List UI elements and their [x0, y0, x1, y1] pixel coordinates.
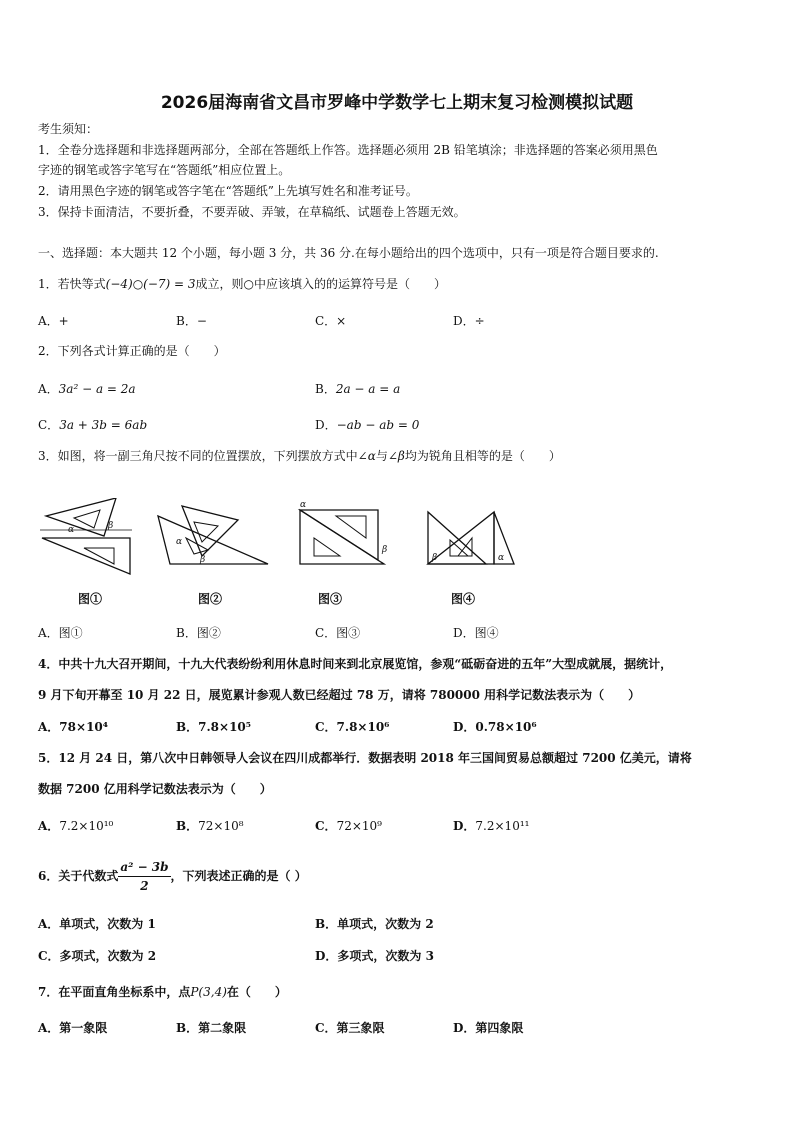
triangle-figures: [38, 498, 568, 613]
q2-option-b[interactable]: [315, 381, 400, 397]
q6-fraction: [118, 858, 170, 895]
question-4-line-1: 4．中共十九大召开期间，十九大代表纷纷利用休息时间来到北京展览馆，参观“砥砺奋进的五年”大型成就展，据统计，: [38, 657, 673, 671]
svg-text:β: β: [108, 521, 114, 531]
q2-option-a-expr: 3a² − a = 2a: [58, 382, 136, 396]
q4-option-d[interactable]: D．0.78×10⁶: [453, 720, 537, 734]
q4-option-c[interactable]: C．7.8×10⁶: [315, 720, 390, 734]
q6-pre: 6．关于代数式: [38, 869, 119, 883]
q2-option-b-expr: 2a − a = a: [335, 382, 401, 396]
figure-1-caption: 图①: [78, 592, 103, 606]
q2-option-c[interactable]: [38, 417, 147, 433]
q6-option-d[interactable]: D．多项式，次数为 3: [315, 949, 434, 963]
q7-option-c[interactable]: C．第三象限: [315, 1021, 385, 1035]
question-3: [38, 448, 561, 464]
figure-2-diagram: [156, 498, 274, 578]
svg-text:β: β: [432, 553, 438, 563]
figure-4-diagram: [424, 498, 524, 578]
q6-post: ，下列表述正确的是（ ）: [170, 869, 307, 883]
question-7: [38, 984, 287, 1000]
q5-option-c-expr: 72×10⁹: [336, 819, 382, 833]
q2-option-d-expr: −ab − ab = 0: [336, 418, 420, 432]
figure-2-caption: 图②: [198, 592, 223, 606]
q3-beta: ∠β: [387, 449, 405, 463]
q3-pre: 3．如图，将一副三角尺按不同的位置摆放，下列摆放方式中: [38, 449, 358, 463]
q1-option-b[interactable]: B．−: [176, 314, 207, 328]
question-6: [38, 858, 307, 895]
q2-option-a-letter: A．: [38, 382, 59, 396]
page-title: 2026届海南省文昌市罗峰中学数学七上期末复习检测模拟试题: [160, 93, 634, 113]
q5-option-d-letter: D．: [453, 819, 476, 833]
q1-option-d[interactable]: D．÷: [453, 314, 485, 328]
q6-fraction-denominator: 2: [140, 879, 149, 893]
q5-option-c-letter: C．: [315, 819, 337, 833]
q1-option-a[interactable]: A．+: [38, 314, 69, 328]
q5-option-c[interactable]: [315, 818, 382, 834]
notice-line-4: 3．保持卡面清洁，不要折叠，不要弄破、弄皱，在草稿纸、试题卷上答题无效。: [38, 205, 466, 219]
q7-expr: P(3,4): [190, 985, 227, 999]
q5-option-b-letter: B．: [176, 819, 199, 833]
q5-option-d-expr: 7.2×10¹¹: [475, 819, 530, 833]
q7-post: 在（ ）: [226, 985, 287, 999]
notice-heading: 考生须知：: [38, 122, 99, 136]
q7-option-b[interactable]: B．第二象限: [176, 1021, 247, 1035]
figure-4-caption: 图④: [451, 592, 476, 606]
svg-text:α: α: [176, 537, 183, 547]
q5-option-d[interactable]: [453, 818, 529, 834]
q1-post: 成立，则○中应该填入的的运算符号是（ ）: [195, 277, 447, 291]
q2-option-a[interactable]: [38, 381, 136, 397]
figure-3-diagram: [296, 498, 396, 578]
q5-option-a-expr: 7.2×10¹⁰: [59, 819, 114, 833]
svg-text:α: α: [498, 553, 505, 563]
svg-text:β: β: [382, 545, 388, 555]
q7-option-a[interactable]: A．第一象限: [38, 1021, 108, 1035]
svg-text:β: β: [200, 555, 206, 565]
notice-line-2: 字迹的钢笔或答字笔写在“答题纸”相应位置上。: [38, 163, 291, 177]
q6-option-a[interactable]: A．单项式，次数为 1: [38, 917, 156, 931]
notice-line-1: 1．全卷分选择题和非选择题两部分，全部在答题纸上作答。选择题必须用 2B 铅笔填涂；非选择题的答案必须用黑色: [38, 143, 658, 157]
q3-option-c[interactable]: C．图③: [315, 626, 361, 640]
q3-option-a[interactable]: A．图①: [38, 626, 83, 640]
q7-option-d[interactable]: D．第四象限: [453, 1021, 524, 1035]
q3-post: 均为锐角且相等的是（ ）: [404, 449, 561, 463]
q5-option-a-letter: A．: [38, 819, 60, 833]
q2-option-d-letter: D．: [315, 418, 337, 432]
q7-pre: 7．在平面直角坐标系中，点: [38, 985, 191, 999]
q2-option-c-letter: C．: [38, 418, 60, 432]
figure-3-caption: 图③: [318, 592, 343, 606]
q1-expr: (−4)○(−7) = 3: [105, 277, 196, 291]
question-5-line-2: 数据 7200 亿用科学记数法表示为（ ）: [38, 782, 272, 796]
section-heading: 一、选择题：本大题共 12 个小题，每小题 3 分，共 36 分.在每小题给出的四个选项中，只有一项是符合题目要求的.: [38, 246, 659, 260]
q6-option-c[interactable]: C．多项式，次数为 2: [38, 949, 157, 963]
q1-option-c[interactable]: C．×: [315, 314, 347, 328]
q3-mid: 与: [375, 449, 388, 463]
q3-option-b[interactable]: B．图②: [176, 626, 221, 640]
q5-option-b-expr: 72×10⁸: [198, 819, 244, 833]
q4-option-a[interactable]: A．78×10⁴: [38, 720, 109, 734]
q2-option-b-letter: B．: [315, 382, 336, 396]
q3-option-d[interactable]: D．图④: [453, 626, 499, 640]
q6-option-b[interactable]: B．单项式，次数为 2: [315, 917, 434, 931]
question-5-line-1: 5．12 月 24 日，第八次中日韩领导人会议在四川成都举行．数据表明 2018 年三国间贸易总额超过 7200 亿美元，请将: [38, 751, 692, 765]
q3-alpha: ∠α: [357, 449, 376, 463]
q4-option-b[interactable]: B．7.8×10⁵: [176, 720, 252, 734]
svg-text:α: α: [68, 525, 75, 535]
q1-pre: 1．若快等式: [38, 277, 106, 291]
question-2: 2．下列各式计算正确的是（ ）: [38, 344, 226, 358]
question-1: [38, 276, 446, 292]
notice-line-3: 2．请用黑色字迹的钢笔或答字笔在“答题纸”上先填写姓名和准考证号。: [38, 184, 418, 198]
q2-option-c-expr: 3a + 3b = 6ab: [59, 418, 148, 432]
q5-option-a[interactable]: [38, 818, 113, 834]
question-4-line-2: 9 月下旬开幕至 10 月 22 日，展览累计参观人数已经超过 78 万，请将 780000 用科学记数法表示为（ ）: [38, 688, 641, 702]
q5-option-b[interactable]: [176, 818, 244, 834]
q6-fraction-numerator: a² − 3b: [118, 858, 170, 877]
q2-option-d[interactable]: [315, 417, 419, 433]
svg-text:α: α: [300, 500, 307, 510]
figure-1-diagram: [38, 498, 138, 578]
